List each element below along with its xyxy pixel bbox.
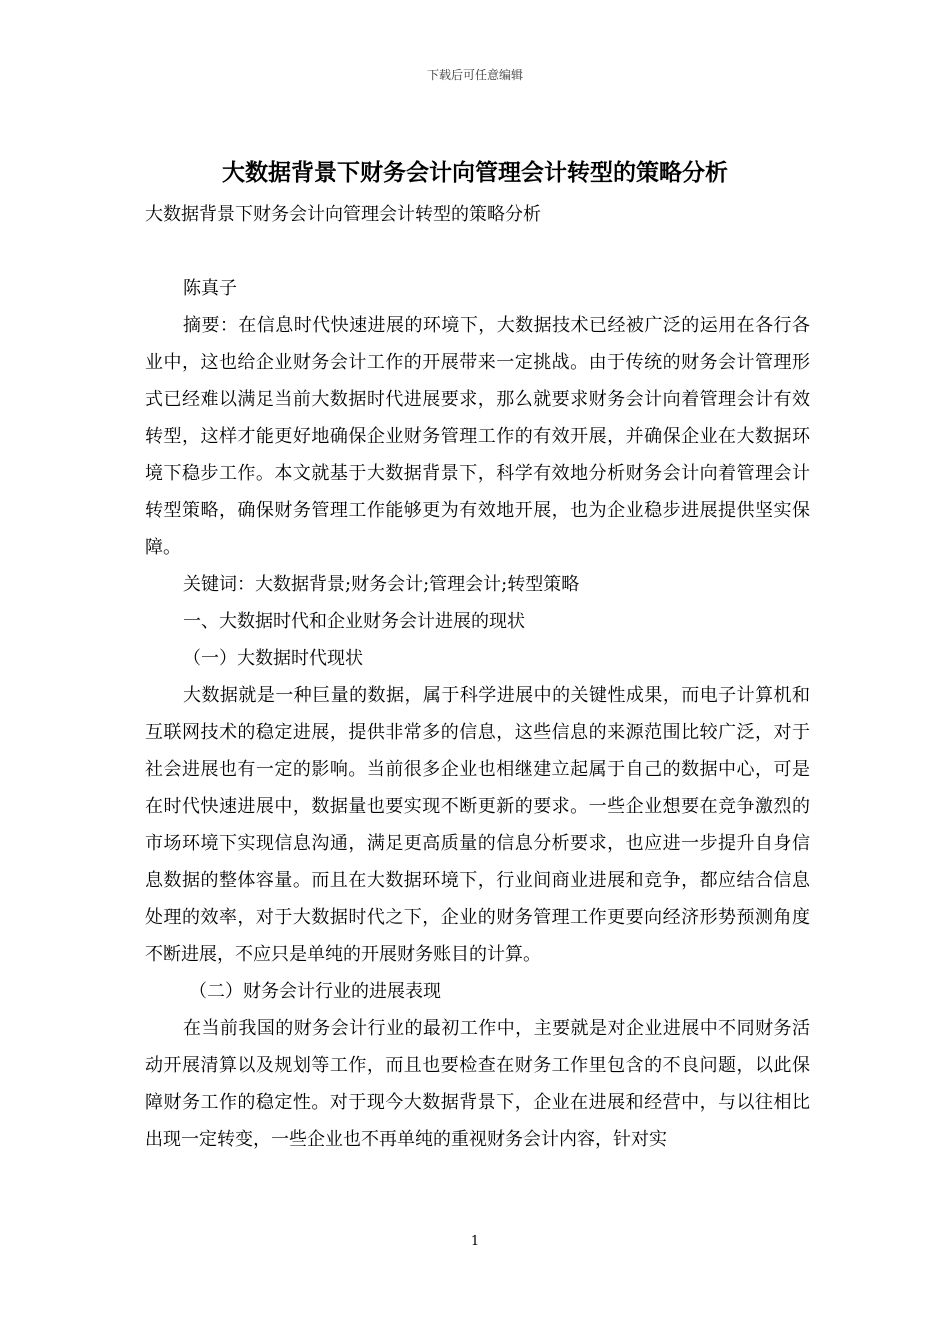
document-subtitle: 大数据背景下财务会计向管理会计转型的策略分析 bbox=[145, 204, 541, 225]
abstract-paragraph: 摘要：在信息时代快速进展的环境下，大数据技术已经被广泛的运用在各行各业中，这也给企业财务会计工作的开展带来一定挑战。由于传统的财务会计管理形式已经难以满足当前大数据时代进展要求，那么就要求财务会计向着管理会计有效转型，这样才能更好地确保企业财务管理工作的有效开展，并确保企业在大数据环境下稳步工作。本文就基于大数据背景下，科学有效地分析财务会计向着管理会计转型策略，确保财务管理工作能够更为有效地开展，也为企业稳步进展提供坚实保障。 bbox=[145, 315, 810, 558]
page-number: 1 bbox=[470, 1234, 480, 1249]
blank-line bbox=[145, 233, 810, 270]
document-body bbox=[145, 196, 810, 1158]
section-heading-1: 一、大数据时代和企业财务会计进展的现状 bbox=[183, 611, 525, 632]
subsection-body-1: 大数据就是一种巨量的数据，属于科学进展中的关键性成果，而电子计算机和互联网技术的稳定进展，提供非常多的信息，这些信息的来源范围比较广泛，对于社会进展也有一定的影响。当前很多企业也相继建立起属于自己的数据中心，可是在时代快速进展中，数据量也要实现不断更新的要求。一些企业想要在竞争激烈的市场环境下实现信息沟通，满足更高质量的信息分析要求，也应进一步提升自身信息数据的整体容量。而且在大数据环境下，行业间商业进展和竞争，都应结合信息处理的效率，对于大数据时代之下，企业的财务管理工作更要向经济形势预测角度不断进展，不应只是单纯的开展财务账目的计算。 bbox=[145, 685, 810, 965]
subsection-heading-1: （一）大数据时代现状 bbox=[183, 648, 363, 669]
subsection-body-2: 在当前我国的财务会计行业的最初工作中，主要就是对企业进展中不同财务活动开展清算以及规划等工作，而且也要检查在财务工作里包含的不良问题，以此保障财务工作的稳定性。对于现今大数据背景下，企业在进展和经营中，与以往相比出现一定转变，一些企业也不再单纯的重视财务会计内容，针对实 bbox=[145, 1018, 810, 1150]
document-title: 大数据背景下财务会计向管理会计转型的策略分析 bbox=[222, 159, 728, 186]
keywords-line: 关键词：大数据背景;财务会计;管理会计;转型策略 bbox=[183, 574, 580, 595]
subsection-heading-2: （二）财务会计行业的进展表现 bbox=[189, 981, 441, 1002]
author-name: 陈真子 bbox=[183, 278, 237, 299]
page-header-note: 下载后可任意编辑 bbox=[426, 68, 523, 82]
